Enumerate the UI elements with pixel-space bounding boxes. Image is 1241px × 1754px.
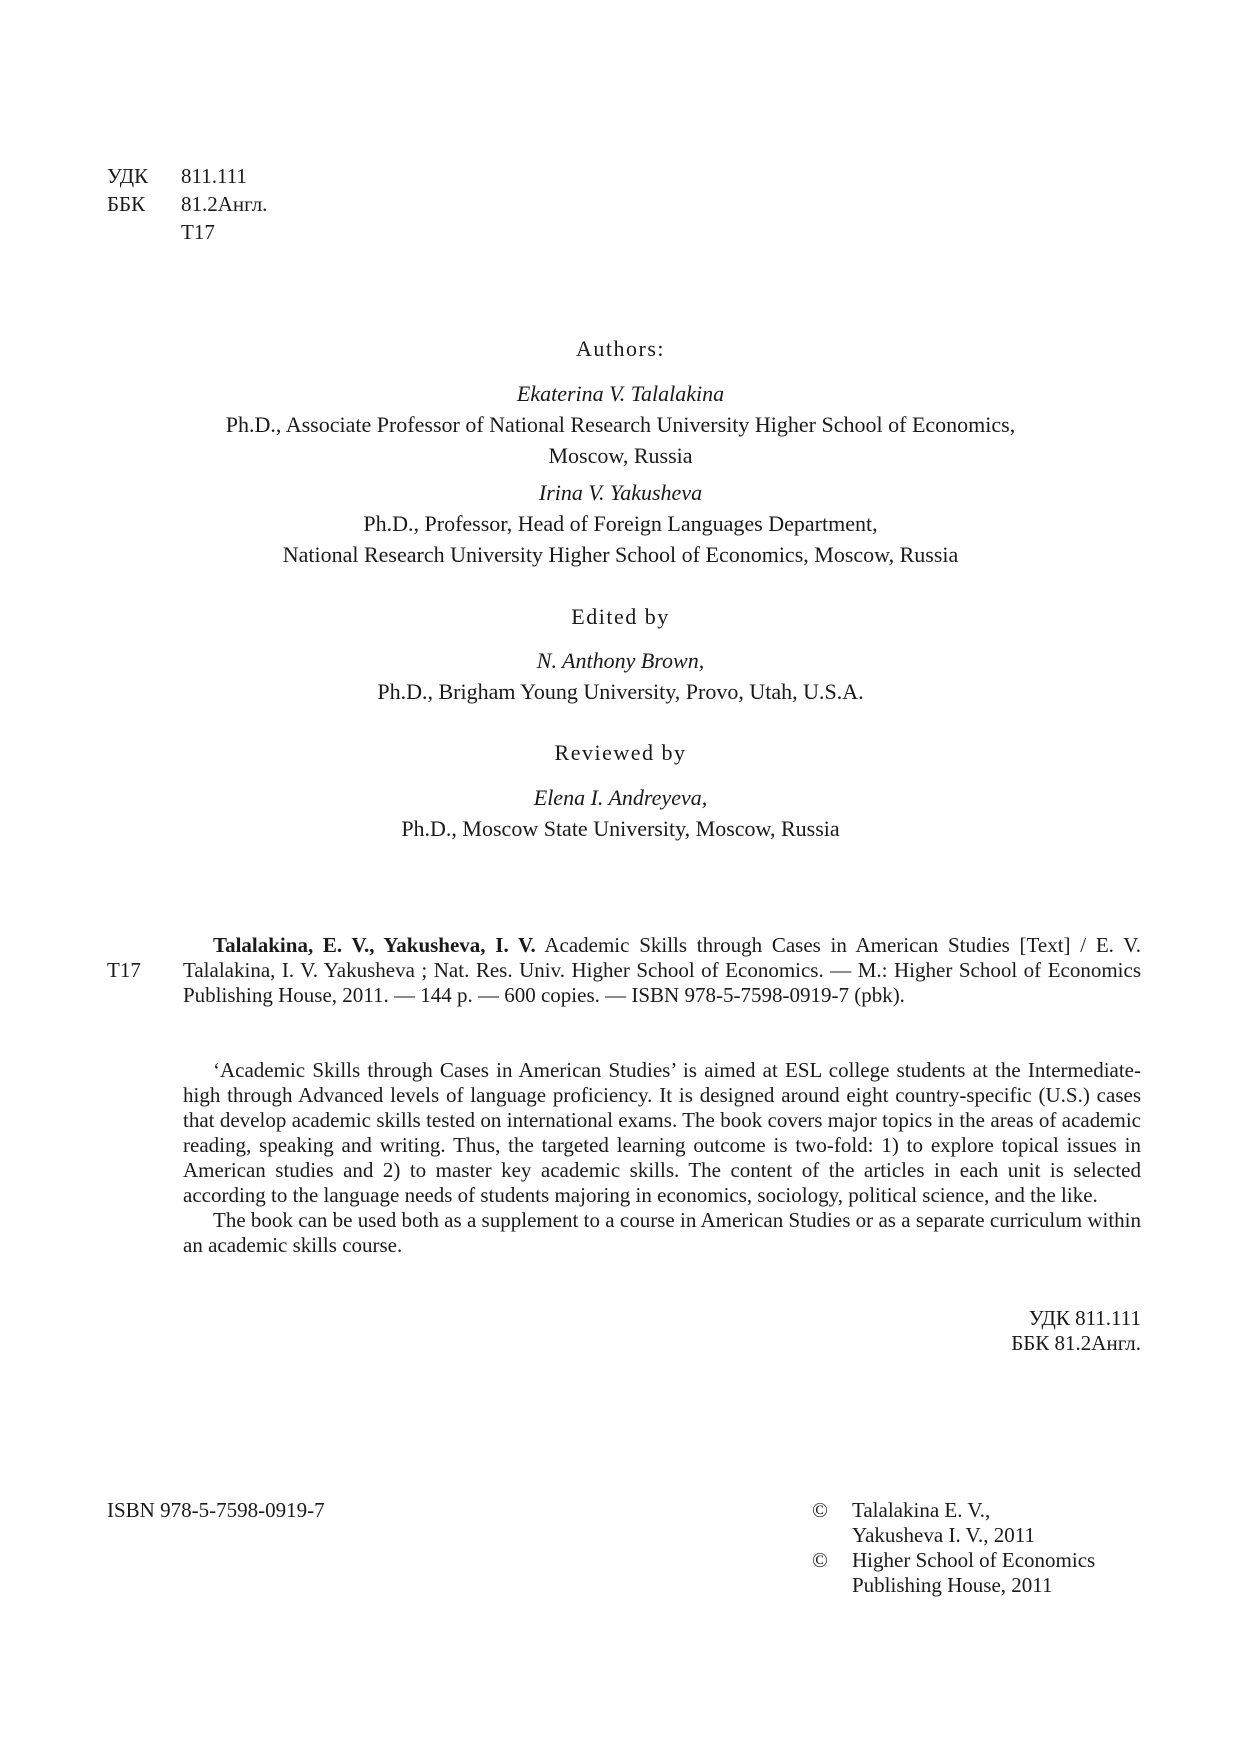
- copyright-line-3: Higher School of Economics: [852, 1548, 1096, 1572]
- copyright-line-1: Talalakina E. V.,: [852, 1498, 991, 1522]
- classification-codes: [107, 162, 267, 246]
- reviewer-affiliation: Ph.D., Moscow State University, Moscow, Russia: [401, 816, 840, 841]
- udk-row: [107, 162, 267, 190]
- copyright-line-2: Yakusheva I. V., 2011: [852, 1523, 1035, 1547]
- author2-name: Irina V. Yakusheva: [538, 480, 703, 505]
- udk-label: УДК: [107, 164, 149, 188]
- copyright-block: [812, 1498, 1095, 1598]
- authors-heading: Authors:: [576, 336, 665, 361]
- footer-codes: [700, 1306, 1141, 1356]
- editor-heading: Edited by: [571, 604, 670, 629]
- editor-affiliation: Ph.D., Brigham Young University, Provo, Utah, U.S.A.: [377, 679, 864, 704]
- annotation: [183, 1058, 1141, 1258]
- copyright-symbol-icon: ©: [812, 1498, 828, 1522]
- reviewer-heading: Reviewed by: [554, 740, 687, 765]
- copyright-symbol-icon: ©: [812, 1548, 828, 1572]
- author-mark-row: [107, 218, 267, 246]
- bibliography-authors: Talalakina, E. V., Yakusheva, I. V.: [213, 933, 536, 957]
- bibliography-text: Academic Skills through Cases in American Studies [Text] / E. V. Talalakina, I. V. Yakusheva ; Nat. Res. Univ. Higher School of Economics. — M.: Higher School of Economics Publishing House, 2011. — 144 p. — 600 copies. — ISBN 978-5-7598-0919-7 (pbk).: [183, 933, 1141, 1007]
- editor-name: N. Anthony Brown,: [536, 648, 705, 673]
- copyright-line-4: Publishing House, 2011: [852, 1573, 1053, 1597]
- bibliographic-entry: [183, 933, 1141, 1008]
- author-mark: Т17: [181, 220, 215, 244]
- footer-udk: УДК 811.111: [1028, 1306, 1141, 1330]
- reviewer-name: Elena I. Andreyeva,: [533, 785, 708, 810]
- author1-name: Ekaterina V. Talalakina: [516, 381, 725, 406]
- annotation-paragraph-1: ‘Academic Skills through Cases in American Studies’ is aimed at ESL college students at the Intermediate-high through Advanced levels of language proficiency. It is designed around eight country-specific (U.S.) cases that develop academic skills tested on international exams. The book covers major topics in the areas of academic reading, speaking and writing. Thus, the targeted learning outcome is two-fold: 1) to explore topical issues in American studies and 2) to master key academic skills. The content of the articles in each unit is selected according to the language needs of students majoring in economics, sociology, political science, and the like.: [183, 1058, 1141, 1207]
- bbk-value: 81.2Англ.: [181, 192, 268, 216]
- isbn: ISBN 978-5-7598-0919-7: [107, 1498, 325, 1522]
- bbk-row: [107, 190, 267, 218]
- author1-affiliation-line2: Moscow, Russia: [548, 443, 693, 468]
- author1-affiliation-line1: Ph.D., Associate Professor of National Research University Higher School of Economics,: [225, 412, 1016, 437]
- copyright-authors: [812, 1498, 1095, 1523]
- bibliography-side-mark: Т17: [107, 958, 141, 982]
- copyright-publisher: [812, 1548, 1095, 1573]
- bbk-label: ББК: [107, 192, 146, 216]
- annotation-paragraph-2: The book can be used both as a supplement to a course in American Studies or as a separate curriculum within an academic skills course.: [183, 1208, 1141, 1257]
- author2-affiliation-line2: National Research University Higher School of Economics, Moscow, Russia: [282, 542, 959, 567]
- udk-value: 811.111: [181, 164, 247, 188]
- author2-affiliation-line1: Ph.D., Professor, Head of Foreign Languages Department,: [363, 511, 878, 536]
- footer-bbk: ББК 81.2Англ.: [1011, 1331, 1141, 1355]
